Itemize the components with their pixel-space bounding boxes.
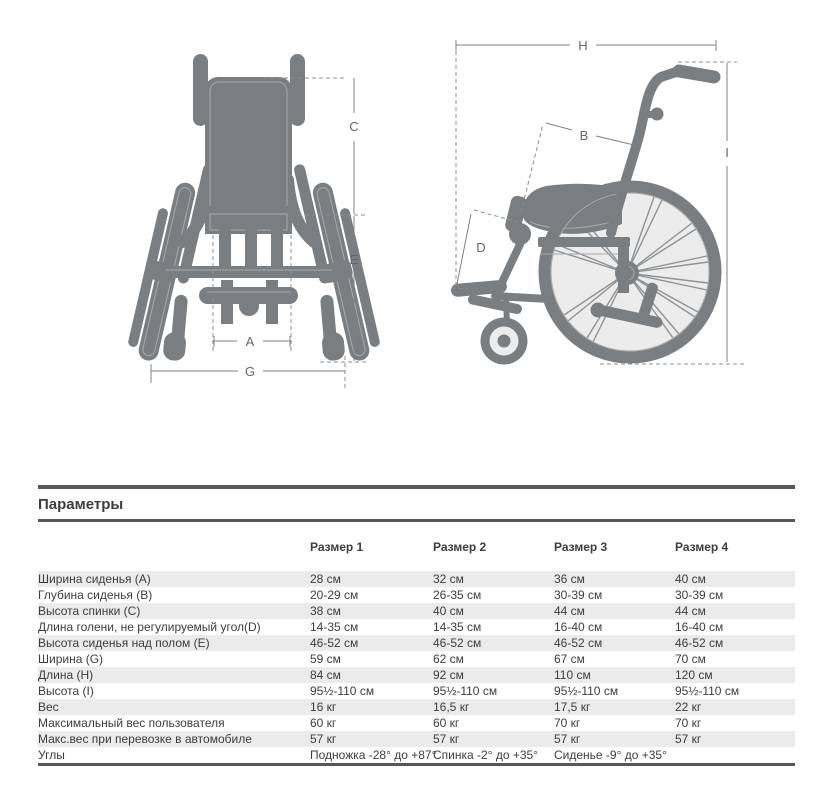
push-grip: [679, 71, 714, 77]
cell: 22 кг: [675, 700, 702, 714]
cell: 16-40 см: [554, 620, 603, 634]
row-label: Длина (H): [38, 668, 94, 682]
wheelchair-front-view: [125, 54, 383, 388]
cell: 17,5 кг: [554, 700, 591, 714]
table-row: [38, 699, 795, 715]
cell: 30-39 см: [675, 588, 724, 602]
cell: 28 см: [310, 572, 341, 586]
dim-label-g: G: [244, 364, 256, 379]
row-label: Углы: [38, 748, 65, 762]
cell: 46-52 см: [310, 636, 359, 650]
caster-hub: [498, 335, 511, 348]
table-row: [38, 731, 795, 747]
header-size-4: Размер 4: [675, 540, 729, 554]
frame-upright: [618, 237, 629, 293]
dim-label-c: C: [349, 119, 359, 134]
side-guard-bar: [538, 237, 630, 247]
cell: [675, 747, 795, 765]
cell: 26-35 см: [433, 588, 482, 602]
cell: 95½-110 см: [310, 684, 375, 698]
cell: Спинка -2° до +35°: [433, 748, 538, 762]
footplate-knob: [239, 296, 259, 316]
frame-joint: [509, 223, 531, 245]
table-row: [38, 587, 795, 603]
cell: 67 см: [554, 652, 585, 666]
table-row: [38, 651, 795, 667]
cell: 40 см: [675, 572, 706, 586]
cell: 38 см: [310, 604, 341, 618]
cell: 16,5 кг: [433, 700, 470, 714]
cell: 46-52 см: [554, 636, 603, 650]
cell: 95½-110 см: [554, 684, 619, 698]
dimension-g: [151, 356, 345, 388]
divider-bar-top: [38, 485, 795, 489]
cell: 16 кг: [310, 700, 337, 714]
cell: 32 см: [433, 572, 464, 586]
row-label: Высота спинки (C): [38, 604, 141, 618]
cell: 57 кг: [554, 732, 581, 746]
cell: 57 кг: [310, 732, 337, 746]
table-row: [38, 715, 795, 731]
row-label: Ширина (G): [38, 652, 104, 666]
cell: 92 см: [433, 668, 464, 682]
dim-label-i: I: [725, 145, 729, 160]
cell: 59 см: [310, 652, 341, 666]
cell: 44 см: [675, 604, 706, 618]
dim-label-d: D: [476, 240, 486, 255]
cell: 95½-110 см: [675, 684, 740, 698]
axle-bar: [158, 266, 340, 278]
wheel-lock-knob: [591, 303, 606, 318]
adjust-knob: [651, 108, 664, 121]
dim-label-b: B: [579, 128, 589, 143]
cell: 70 см: [675, 652, 706, 666]
wheelchair-side-view: [450, 38, 744, 365]
cell: 95½-110 см: [433, 684, 498, 698]
cell: 110 см: [554, 668, 591, 682]
right-side-assembly: [293, 156, 383, 366]
table-row: [38, 683, 795, 699]
table-header-row: [38, 522, 795, 571]
header-size-3: Размер 3: [554, 540, 608, 554]
header-empty: [38, 522, 310, 571]
header-size-1: Размер 1: [310, 540, 364, 554]
cell: 60 кг: [433, 716, 460, 730]
dim-label-h: H: [578, 38, 588, 53]
push-handle-right: [290, 54, 305, 126]
table-row: [38, 619, 795, 635]
row-label: Макс.вес при перевозке в автомобиле: [38, 732, 252, 746]
row-label: Вес: [38, 700, 59, 714]
spec-table: [38, 522, 795, 766]
cell: 70 кг: [675, 716, 702, 730]
table-row: [38, 571, 795, 587]
cell: 16-40 см: [675, 620, 724, 634]
table-row: [38, 747, 795, 765]
cell: 46-52 см: [675, 636, 724, 650]
row-label: Максимальный вес пользователя: [38, 716, 225, 730]
row-label: Длина голени, не регулируемый угол(D): [38, 620, 261, 634]
cell: 120 см: [675, 668, 713, 682]
parameters-section: [38, 485, 795, 766]
cell: 14-35 см: [310, 620, 359, 634]
cell: 62 см: [433, 652, 464, 666]
cell: 46-52 см: [433, 636, 482, 650]
cell: 14-35 см: [433, 620, 482, 634]
cell: 60 кг: [310, 716, 337, 730]
cell: 36 см: [554, 572, 585, 586]
backrest: [205, 77, 292, 227]
cell: 70 кг: [554, 716, 581, 730]
cell: 44 см: [554, 604, 585, 618]
cell: 57 кг: [433, 732, 460, 746]
row-label: Ширина сиденья (A): [38, 572, 151, 586]
cell: 30-39 см: [554, 588, 603, 602]
row-label: Высота сиденья над полом (E): [38, 636, 210, 650]
table-row: [38, 635, 795, 651]
table-row: [38, 603, 795, 619]
table-row: [38, 667, 795, 683]
dim-label-a: A: [245, 334, 255, 349]
cell: 84 см: [310, 668, 341, 682]
row-label: Глубина сиденья (B): [38, 588, 153, 602]
cell: Сиденье -9° до +35°: [554, 748, 667, 762]
row-label: Высота (I): [38, 684, 94, 698]
section-title: Параметры: [38, 496, 124, 513]
header-size-2: Размер 2: [433, 540, 487, 554]
cell: Подножка -28° до +87°: [310, 748, 437, 762]
cell: 40 см: [433, 604, 464, 618]
cell: 57 кг: [675, 732, 702, 746]
cell: 20-29 см: [310, 588, 359, 602]
dim-label-e: E: [349, 252, 359, 267]
